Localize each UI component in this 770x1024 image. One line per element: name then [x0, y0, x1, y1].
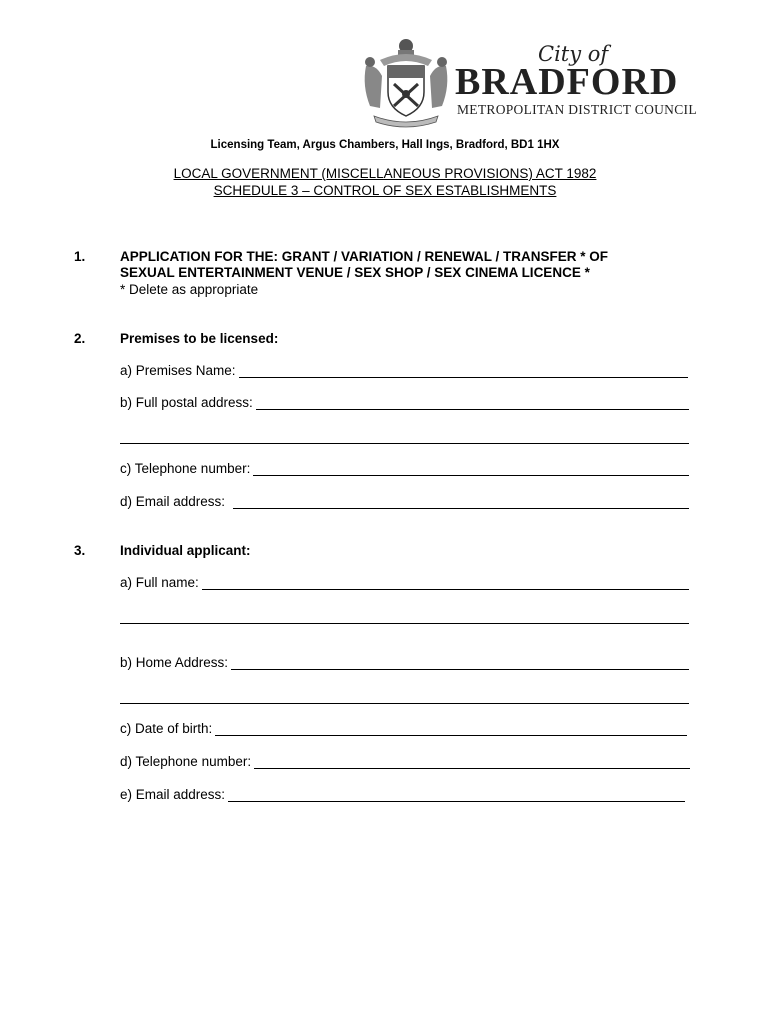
applicant-telephone-label: d) Telephone number:: [120, 754, 252, 769]
applicant-email-field[interactable]: [120, 787, 685, 802]
section-1-note: * Delete as appropriate: [120, 282, 259, 297]
premises-telephone-input-line[interactable]: [253, 462, 689, 476]
section-2-number: 2.: [74, 331, 86, 346]
section-1-line1: APPLICATION FOR THE: GRANT / VARIATION / RENEWAL / TRANSFER * OF: [120, 249, 608, 264]
applicant-name-line-2[interactable]: [120, 622, 689, 624]
home-address-label: b) Home Address:: [120, 655, 229, 670]
section-1-line2: SEXUAL ENTERTAINMENT VENUE / SEX SHOP / SEX CINEMA LICENCE *: [120, 265, 590, 280]
logo-name: BRADFORD: [455, 61, 679, 103]
schedule-title: SCHEDULE 3 – CONTROL OF SEX ESTABLISHMENTS: [213, 183, 557, 198]
act-title: LOCAL GOVERNMENT (MISCELLANEOUS PROVISIONS) ACT 1982: [173, 166, 597, 181]
premises-email-input-line[interactable]: [233, 495, 689, 509]
section-2-heading: Premises to be licensed:: [120, 331, 279, 346]
dob-field[interactable]: [120, 721, 687, 736]
premises-name-field[interactable]: [120, 363, 688, 378]
premises-name-input-line[interactable]: [239, 364, 688, 378]
postal-address-label: b) Full postal address:: [120, 395, 253, 410]
section-1-number: 1.: [74, 249, 86, 264]
premises-email-label: d) Email address:: [120, 494, 226, 509]
applicant-telephone-field[interactable]: [120, 754, 690, 769]
premises-email-field[interactable]: [120, 494, 689, 509]
premises-telephone-field[interactable]: [120, 461, 689, 476]
coat-of-arms-icon: [360, 36, 452, 128]
logo-council: METROPOLITAN DISTRICT COUNCIL: [457, 102, 697, 117]
dob-input-line[interactable]: [215, 722, 687, 736]
applicant-name-field[interactable]: [120, 575, 689, 590]
premises-telephone-label: c) Telephone number:: [120, 461, 251, 476]
postal-address-input-line[interactable]: [256, 396, 689, 410]
section-3-number: 3.: [74, 543, 86, 558]
applicant-email-label: e) Email address:: [120, 787, 226, 802]
postal-address-line-2[interactable]: [120, 442, 689, 444]
council-logo: [360, 36, 700, 128]
home-address-field[interactable]: [120, 655, 689, 670]
applicant-email-input-line[interactable]: [228, 788, 685, 802]
section-3-heading: Individual applicant:: [120, 543, 251, 558]
applicant-telephone-input-line[interactable]: [254, 755, 690, 769]
premises-name-label: a) Premises Name:: [120, 363, 236, 378]
office-address: Licensing Team, Argus Chambers, Hall Ings, Bradford, BD1 1HX: [210, 139, 560, 151]
postal-address-field[interactable]: [120, 395, 689, 410]
logo-city-of: City of: [538, 42, 609, 66]
applicant-name-label: a) Full name:: [120, 575, 199, 590]
applicant-name-input-line[interactable]: [202, 576, 689, 590]
home-address-line-2[interactable]: [120, 702, 689, 704]
dob-label: c) Date of birth:: [120, 721, 213, 736]
home-address-input-line[interactable]: [231, 656, 689, 670]
